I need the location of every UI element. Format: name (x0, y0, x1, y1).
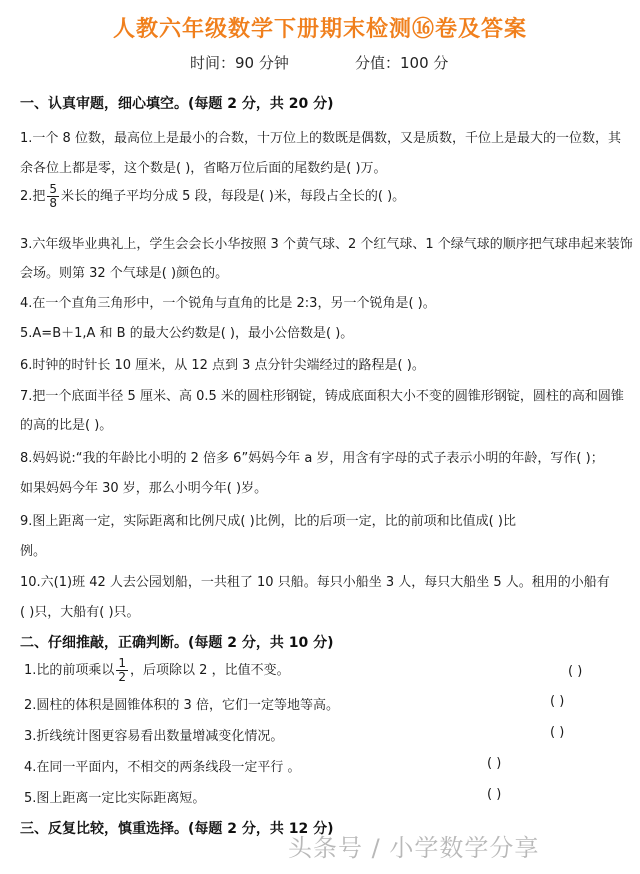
question-7-line-1: 7.把一个底面半径 5 厘米、高 0.5 米的圆柱形钢锭，铸成底面积大小不变的圆锥形钢锭，圆柱的高和圆锥 (20, 389, 624, 404)
question-8-line-1: 8.妈妈说:“我的年龄比小明的 2 倍多 6”妈妈今年 a 岁，用含有字母的式子表示小明的年龄，写作( )； (20, 451, 604, 466)
judgement-2: 2.圆柱的体积是圆锥体积的 3 倍，它们一定等地等高。 (24, 698, 339, 713)
section-2-heading: 二、仔细推敲，正确判断。(每题 2 分，共 10 分) (20, 635, 334, 651)
question-5: 5.A=B＋1,A 和 B 的最大公约数是( )，最小公倍数是( )。 (20, 326, 354, 341)
question-3-line-2: 会场。则第 32 个气球是( )颜色的。 (20, 266, 229, 281)
question-2 (20, 183, 405, 210)
source-watermark: 头条号 / 小学数学分享 (288, 834, 540, 862)
question-9-line-1: 9.图上距离一定，实际距离和比例尺成( )比例，比的后项一定，比的前项和比值成( )比 (20, 514, 516, 529)
question-2-suffix: 米长的绳子平均分成 5 段，每段是( )米，每段占全长的( )。 (61, 189, 406, 204)
exam-score: 分值：100 分 (355, 54, 449, 72)
document-title: 人教六年级数学下册期末检测⑯卷及答案 (112, 17, 527, 42)
fraction-numerator: 1 (118, 656, 127, 670)
question-10-line-2: ( )只，大船有( )只。 (20, 605, 140, 620)
question-1-line-1: 1.一个 8 位数，最高位上是最小的合数，十万位上的数既是偶数，又是质数，千位上是最大的一位数，其 (20, 131, 621, 146)
section-3-heading: 三、反复比较，慎重选择。(每题 2 分，共 12 分) (20, 821, 334, 837)
judgement-1-answer-blank[interactable]: ( ) (568, 664, 583, 679)
question-2-prefix: 2.把 (20, 189, 46, 204)
judgement-2-answer-blank[interactable]: ( ) (550, 694, 565, 709)
question-1-line-2: 余各位上都是零，这个数是( )，省略万位后面的尾数约是( )万。 (20, 161, 387, 176)
question-3-line-1: 3.六年级毕业典礼上，学生会会长小华按照 3 个黄气球、2 个红气球、1 个绿气球的顺序把气球串起来装饰 (20, 237, 633, 252)
judgement-5: 5.图上距离一定比实际距离短。 (24, 791, 206, 806)
question-6: 6.时钟的时针长 10 厘米，从 12 点到 3 点分针尖端经过的路程是( )。 (20, 358, 425, 373)
judgement-3-answer-blank[interactable]: ( ) (550, 725, 565, 740)
question-7-line-2: 的高的比是( )。 (20, 418, 113, 433)
fraction-numerator: 5 (49, 182, 58, 196)
exam-time: 时间：90 分钟 (190, 54, 289, 72)
judgement-1 (24, 657, 290, 684)
fraction-one-half (116, 657, 128, 684)
question-4: 4.在一个直角三角形中，一个锐角与直角的比是 2:3，另一个锐角是( )。 (20, 296, 436, 311)
judgement-1-suffix: ，后项除以 2 ，比值不变。 (130, 663, 290, 678)
judgement-3: 3.折线统计图更容易看出数量增减变化情况。 (24, 729, 284, 744)
question-9-line-2: 例。 (20, 544, 47, 559)
judgement-1-prefix: 1.比的前项乘以 (24, 663, 115, 678)
fraction-denominator: 8 (49, 196, 58, 210)
judgement-4-answer-blank[interactable]: ( ) (487, 756, 502, 771)
judgement-5-answer-blank[interactable]: ( ) (487, 787, 502, 802)
judgement-4: 4.在同一平面内，不相交的两条线段一定平行 。 (24, 760, 301, 775)
question-10-line-1: 10.六(1)班 42 人去公园划船，一共租了 10 只船。每只小船坐 3 人，每只大船坐 5 人。租用的小船有 (20, 575, 610, 590)
fraction-denominator: 2 (118, 670, 127, 684)
section-1-heading: 一、认真审题，细心填空。(每题 2 分，共 20 分) (20, 96, 334, 112)
fraction-five-eighths (47, 183, 59, 210)
question-8-line-2: 如果妈妈今年 30 岁，那么小明今年( )岁。 (20, 481, 268, 496)
